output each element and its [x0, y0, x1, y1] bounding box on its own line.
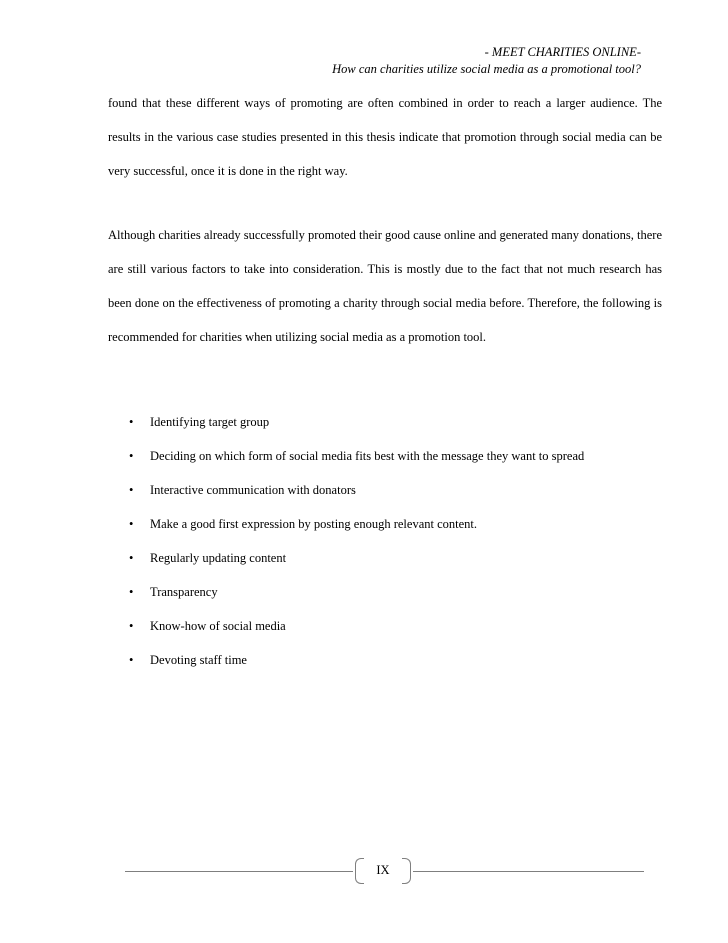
bullet-icon: •: [129, 415, 134, 429]
running-header: [332, 44, 641, 78]
page-footer: [0, 858, 728, 888]
list-item: [108, 507, 584, 541]
paragraph-text: found that these different ways of promoting are often combined in order to reach a larger audience. The results in the various case studies presented in this thesis indicate that promotion through social media can be very successful, once it is done in the right way.: [108, 96, 662, 178]
list-item: [108, 439, 584, 473]
list-item-text: Know-how of social media: [150, 619, 286, 633]
right-brace-icon: [402, 858, 411, 884]
bullet-icon: •: [129, 653, 134, 667]
bullet-icon: •: [129, 585, 134, 599]
page-number: IX: [376, 863, 390, 877]
list-item-text: Regularly updating content: [150, 551, 287, 565]
header-title: - MEET CHARITIES ONLINE-: [484, 45, 641, 59]
list-item: [108, 405, 584, 439]
body-paragraph-2: [108, 218, 662, 354]
list-item: [108, 643, 584, 677]
list-item-text: Deciding on which form of social media fits best with the message they want to spread: [150, 449, 585, 463]
bullet-icon: •: [129, 551, 134, 565]
paragraph-text: Although charities already successfully promoted their good cause online and generated many donations, there are still various factors to take into consideration. This is mostly due to the fact that not much research has been done on the effectiveness of promoting a charity through social media before. Therefore, the following is recommended for charities when utilizing social media as a promotion tool.: [108, 228, 662, 344]
header-subtitle: How can charities utilize social media as a promotional tool?: [332, 62, 641, 76]
list-item: [108, 609, 584, 643]
bullet-icon: •: [129, 449, 134, 463]
footer-rule-right: [413, 871, 644, 872]
list-item: [108, 541, 584, 575]
list-item-text: Identifying target group: [150, 415, 270, 429]
list-item-text: Devoting staff time: [150, 653, 247, 667]
bullet-icon: •: [129, 619, 134, 633]
list-item-text: Transparency: [150, 585, 218, 599]
footer-rule-left: [125, 871, 353, 872]
list-item-text: Make a good first expression by posting enough relevant content.: [150, 517, 478, 531]
list-item: [108, 473, 584, 507]
left-brace-icon: [355, 858, 364, 884]
recommendation-list: [108, 405, 584, 677]
list-item: [108, 575, 584, 609]
bullet-icon: •: [129, 517, 134, 531]
list-item-text: Interactive communication with donators: [150, 483, 356, 497]
bullet-icon: •: [129, 483, 134, 497]
body-paragraph-1: [108, 86, 662, 188]
